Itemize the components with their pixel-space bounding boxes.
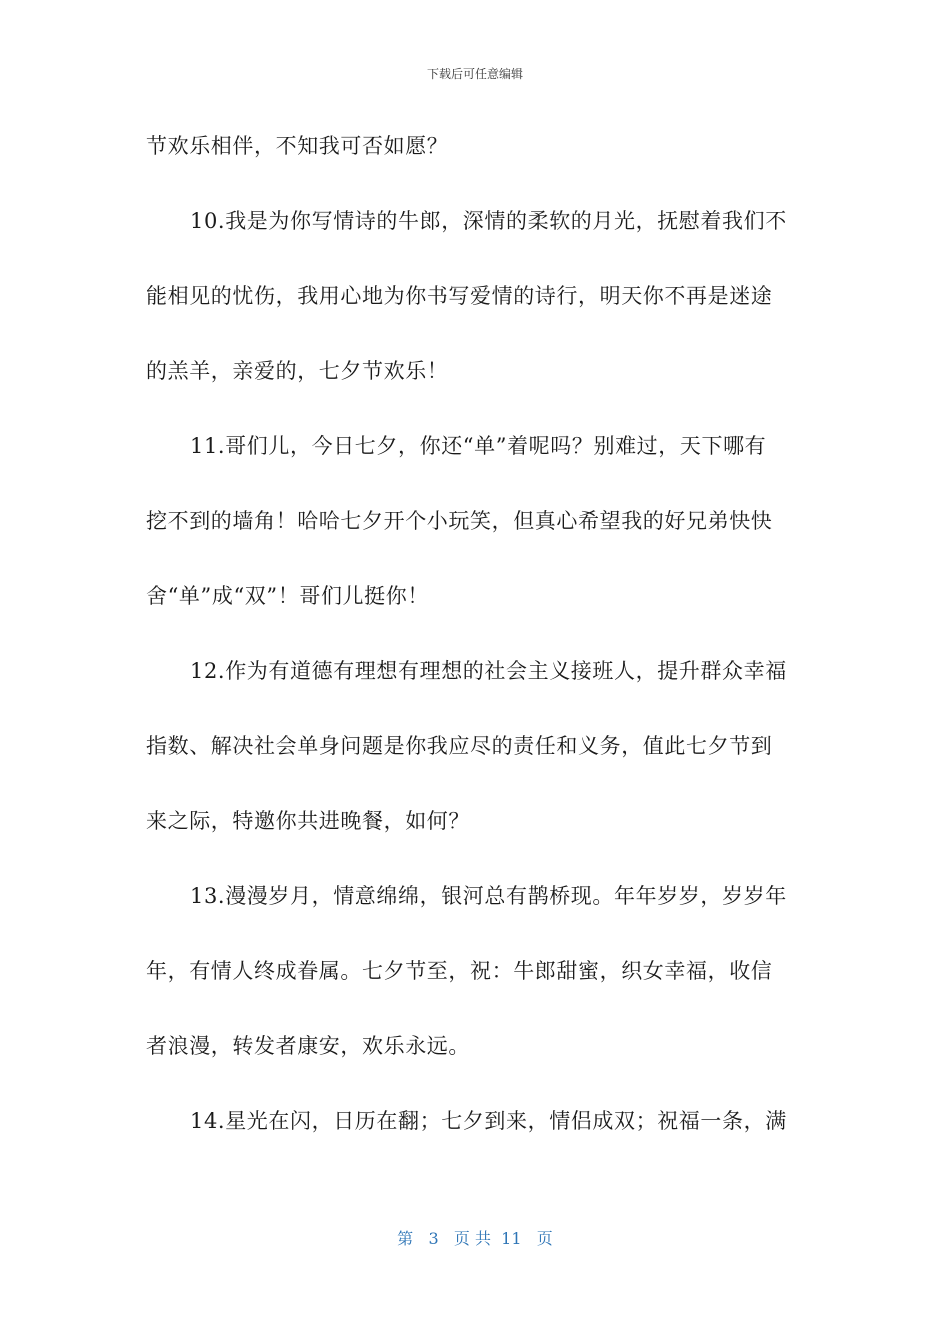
text-line: 节欢乐相伴，不知我可否如愿？ — [146, 134, 449, 158]
total-pages-number: 11 — [501, 1229, 522, 1248]
text-line: 者浪漫，转发者康安，欢乐永远。 — [146, 1034, 470, 1058]
text-line: 12.作为有道德有理想有理想的社会主义接班人，提升群众幸福 — [190, 659, 787, 683]
text-line: 14.星光在闪，日历在翻；七夕到来，情侣成双；祝福一条，满 — [190, 1109, 787, 1133]
document-body — [146, 126, 806, 1176]
page-label: 第 — [397, 1229, 414, 1248]
text-line: 年，有情人终成眷属。七夕节至，祝：牛郎甜蜜，织女幸福，收信 — [146, 959, 773, 983]
text-line: 13.漫漫岁月，情意绵绵，银河总有鹊桥现。年年岁岁，岁岁年 — [190, 884, 787, 908]
text-line: 的羔羊，亲爱的，七夕节欢乐！ — [146, 359, 449, 383]
text-line: 10.我是为你写情诗的牛郎，深情的柔软的月光，抚慰着我们不 — [190, 209, 787, 233]
text-line: 挖不到的墙角！哈哈七夕开个小玩笑，但真心希望我的好兄弟快快 — [146, 509, 773, 533]
page-header: 下载后可任意编辑 — [426, 67, 523, 81]
text-line: 11.哥们儿，今日七夕，你还“单”着呢吗？别难过，天下哪有 — [190, 434, 767, 458]
text-line: 能相见的忧伤，我用心地为你书写爱情的诗行，明天你不再是迷途 — [146, 284, 773, 308]
page-suffix: 页 — [536, 1229, 553, 1248]
text-line: 来之际，特邀你共进晚餐，如何？ — [146, 809, 470, 833]
total-label: 页 共 — [453, 1229, 491, 1248]
text-line: 舍“单”成“双”！哥们儿挺你！ — [146, 584, 429, 608]
text-line: 指数、解决社会单身问题是你我应尽的责任和义务，值此七夕节到 — [146, 734, 773, 758]
page-footer — [0, 1229, 950, 1249]
current-page-number: 3 — [428, 1229, 439, 1248]
